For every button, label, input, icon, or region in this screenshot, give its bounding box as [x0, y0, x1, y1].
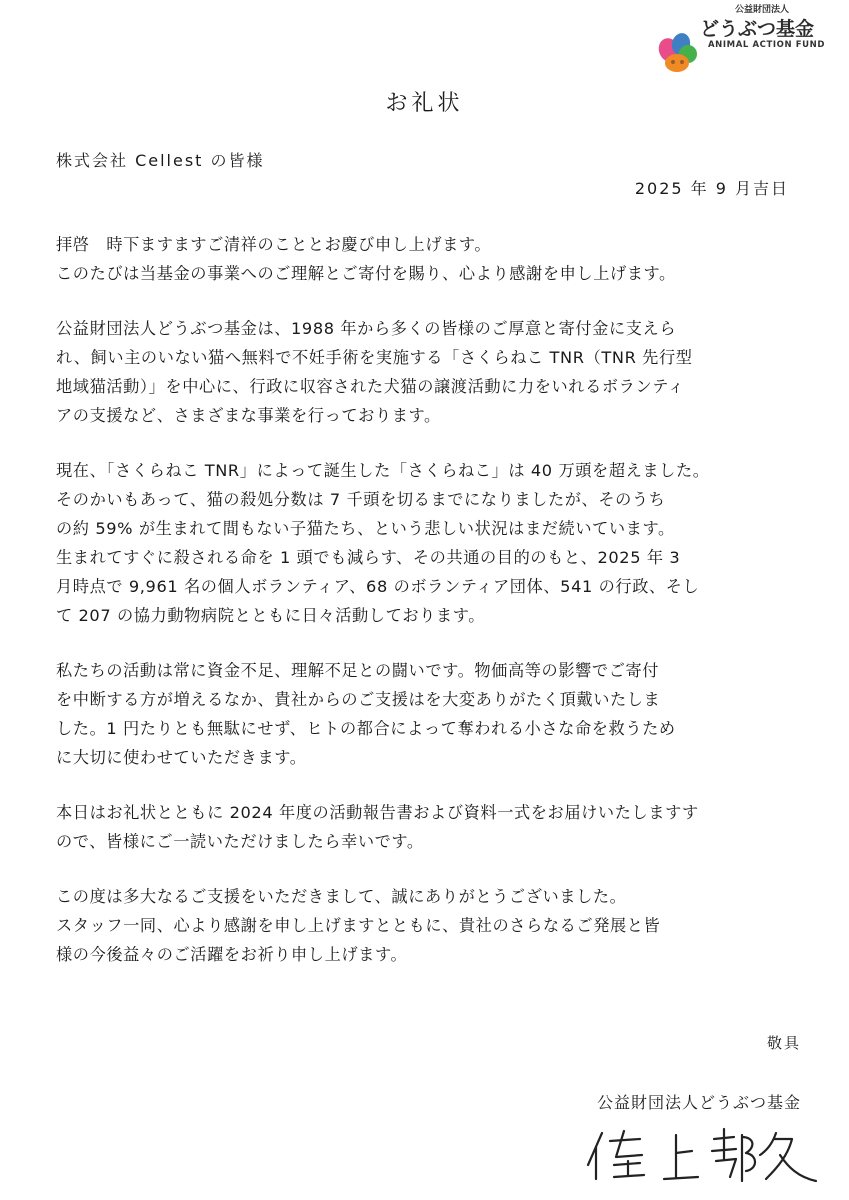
text-line: の約 59% が生まれて間もない子猫たち、という悲しい状況はまだ続いています。: [56, 519, 675, 538]
text-line: れ、飼い主のいない猫へ無料で不妊手術を実施する「さくらねこ TNR（TNR 先行型: [56, 348, 693, 367]
handwritten-signature: [580, 1125, 820, 1185]
logo-name: どうぶつ基金: [700, 18, 815, 40]
text-line: 拝啓 時下ますますご清祥のこととお慶び申し上げます。: [56, 235, 492, 254]
text-line: スタッフ一同、心より感謝を申し上げますとともに、貴社のさらなるご発展と皆: [56, 916, 661, 935]
recipient: 株式会社 Cellest の皆様: [56, 151, 265, 170]
logo-english-name: ANIMAL ACTION FUND: [708, 40, 826, 50]
paragraph-support: [56, 656, 816, 772]
paragraph-thanks: [56, 882, 816, 969]
logo-subtitle: 公益財団法人: [735, 5, 790, 15]
text-line: 地域猫活動）」を中心に、行政に収容された犬猫の譲渡活動に力をいれるボランティ: [56, 377, 685, 396]
text-line: を中断する方が増えるなか、貴社からのご支援はを大変ありがたく頂戴いたしま: [56, 690, 661, 709]
text-line: 現在、「さくらねこ TNR」によって誕生した「さくらねこ」は 40 万頭を超えました。: [56, 461, 710, 480]
animal-logo-icon: [655, 30, 703, 76]
text-line: 公益財団法人どうぶつ基金は、1988 年から多くの皆様のご厚意と寄付金に支えら: [56, 319, 677, 338]
text-line: 生まれてすぐに殺される命を 1 頭でも減らす、その共通の目的のもと、2025 年 3: [56, 548, 681, 567]
paragraph-report: [56, 798, 816, 856]
closing-phrase: 敬具: [766, 1034, 801, 1052]
text-line: 様の今後益々のご活躍をお祈り申し上げます。: [56, 945, 408, 964]
paragraph-about: [56, 314, 816, 430]
text-line: アの支援など、さまざまな事業を行っております。: [56, 406, 441, 425]
text-line: て 207 の協力動物病院とともに日々活動しております。: [56, 606, 486, 625]
paragraph-current-status: [56, 456, 816, 630]
text-line: 本日はお礼状とともに 2024 年度の活動報告書および資料一式をお届けいたしますす: [56, 803, 699, 822]
text-line: 私たちの活動は常に資金不足、理解不足との闘いです。物価高等の影響でご寄付: [56, 661, 660, 680]
text-line: そのかいもあって、猫の殺処分数は 7 千頭を切るまでになりましたが、そのうち: [56, 490, 666, 509]
text-line: した。1 円たりとも無駄にせず、ヒトの都合によって奪われる小さな命を救うため: [56, 719, 676, 738]
sender-organization: 公益財団法人どうぶつ基金: [596, 1093, 801, 1112]
paragraph-greeting: [56, 230, 816, 288]
text-line: に大切に使わせていただきます。: [56, 748, 307, 767]
letter-date: 2025 年 9 月吉日: [634, 179, 789, 198]
letter-body: [56, 230, 816, 995]
text-line: ので、皆様にご一読いただけましたら幸いです。: [56, 832, 424, 851]
letter-title: お礼状: [385, 91, 464, 116]
text-line: この度は多大なるご支援をいただきまして、誠にありがとうございました。: [56, 887, 627, 906]
text-line: このたびは当基金の事業へのご理解とご寄付を賜り、心より感謝を申し上げます。: [56, 264, 676, 283]
text-line: 月時点で 9,961 名の個人ボランティア、68 のボランティア団体、541 の行政、そし: [56, 577, 700, 596]
